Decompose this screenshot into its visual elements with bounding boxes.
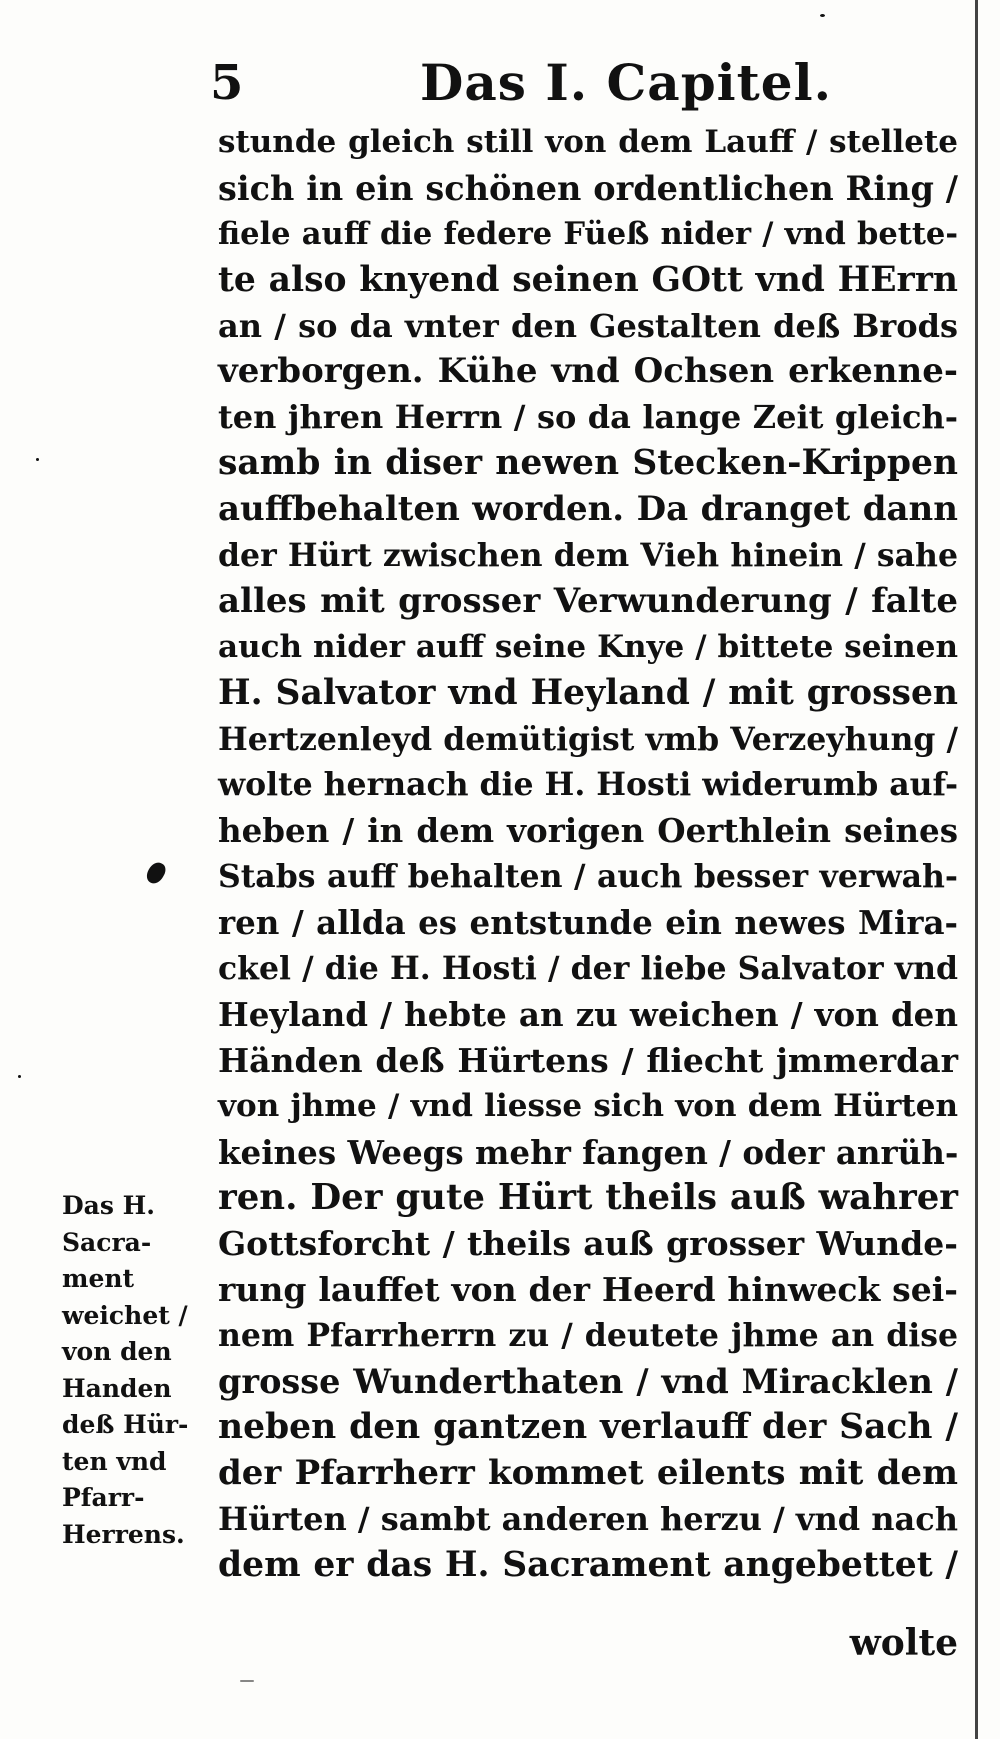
text-line: ckel / die H. Hosti / der liebe Salvator vnd <box>218 950 958 988</box>
text-line: dem er das H. Sacrament angebettet / <box>218 1544 958 1585</box>
text-line: von jhme / vnd liesse sich von dem Hürten <box>218 1087 958 1124</box>
text-line: te also knyend seinen GOtt vnd HErrn <box>218 259 958 300</box>
marginal-note-line: weichet / <box>62 1300 188 1330</box>
text-line: Hertzenleyd demütigist vmb Verzeyhung / <box>218 720 958 758</box>
page-header <box>210 48 930 118</box>
page-number: 5 <box>210 55 244 111</box>
text-line: Gottsforcht / theils auß grosser Wunde- <box>218 1224 958 1264</box>
text-line: Hürten / sambt anderen herzu / vnd nach <box>218 1499 959 1538</box>
text-line: rung lauffet von der Heerd hinweck sei- <box>218 1270 958 1310</box>
text-line: wolte hernach die H. Hosti widerumb auf- <box>218 766 959 804</box>
marginal-note-line: ten vnd <box>62 1446 167 1476</box>
text-line: Heyland / hebte an zu weichen / von den <box>218 994 958 1034</box>
text-line: H. Salvator vnd Heyland / mit grossen <box>218 672 958 713</box>
marginal-note-line: Sacra- <box>62 1227 152 1257</box>
text-line: keines Weegs mehr fangen / oder anrüh- <box>218 1132 959 1172</box>
marginal-note-line: deß Hür- <box>62 1410 189 1439</box>
marginal-note-line: von den <box>62 1337 172 1366</box>
text-line: ren. Der gute Hürt theils auß wahrer <box>218 1177 958 1219</box>
marginal-note <box>62 1188 222 1553</box>
text-line: alles mit grosser Verwunderung / falte <box>218 580 958 621</box>
text-line: sich in ein schönen ordentlichen Ring / <box>218 168 958 208</box>
text-line: verborgen. Kühe vnd Ochsen erkenne- <box>218 351 958 392</box>
page-edge-shadow <box>975 0 978 1739</box>
text-line: fiele auff die federe Füeß nider / vnd bette- <box>218 215 958 252</box>
text-line: heben / in dem vorigen Oerthlein seines <box>218 811 958 851</box>
marginal-note-line: Pfarr- <box>62 1483 145 1512</box>
text-line: Händen deß Hürtens / fliecht jmmerdar <box>218 1040 958 1080</box>
text-line: der Hürt zwischen dem Vieh hinein / sahe <box>218 537 958 575</box>
text-line: samb in diser newen Stecken-Krippen <box>218 443 958 484</box>
ink-speck <box>240 1680 254 1682</box>
marginal-note-line: Herrens. <box>62 1519 185 1549</box>
text-line: neben den gantzen verlauff der Sach / <box>218 1406 958 1447</box>
text-line: der Pfarrherr kommet eilents mit dem <box>218 1452 958 1493</box>
ink-blot <box>144 860 168 887</box>
text-line: auffbehalten worden. Da dranget dann <box>218 489 958 530</box>
marginal-note-line: Handen <box>62 1373 172 1403</box>
catchword: wolte <box>849 1622 958 1664</box>
text-line: ten jhren Herrn / so da lange Zeit gleich- <box>218 398 958 437</box>
text-line: grosse Wunderthaten / vnd Miracklen / <box>218 1362 958 1402</box>
text-line: an / so da vnter den Gestalten deß Brods <box>218 306 958 345</box>
marginal-note-line: Das H. <box>62 1191 155 1220</box>
text-line: auch nider auff seine Knye / bittete seinen <box>218 628 958 665</box>
ink-speck <box>36 458 39 461</box>
ink-speck <box>18 1075 21 1078</box>
text-line: ren / allda es entstunde ein newes Mira- <box>218 903 958 943</box>
ink-speck <box>820 14 825 17</box>
text-line: Stabs auff behalten / auch besser verwah- <box>218 858 958 896</box>
main-text-block <box>218 120 958 1589</box>
text-line: nem Pfarrherrn zu / deutete jhme an dise <box>218 1317 958 1355</box>
running-title: Das I. Capitel. <box>420 53 832 112</box>
marginal-note-line: ment <box>62 1264 135 1293</box>
text-line: stunde gleich still von dem Lauff / stellete <box>218 124 958 160</box>
